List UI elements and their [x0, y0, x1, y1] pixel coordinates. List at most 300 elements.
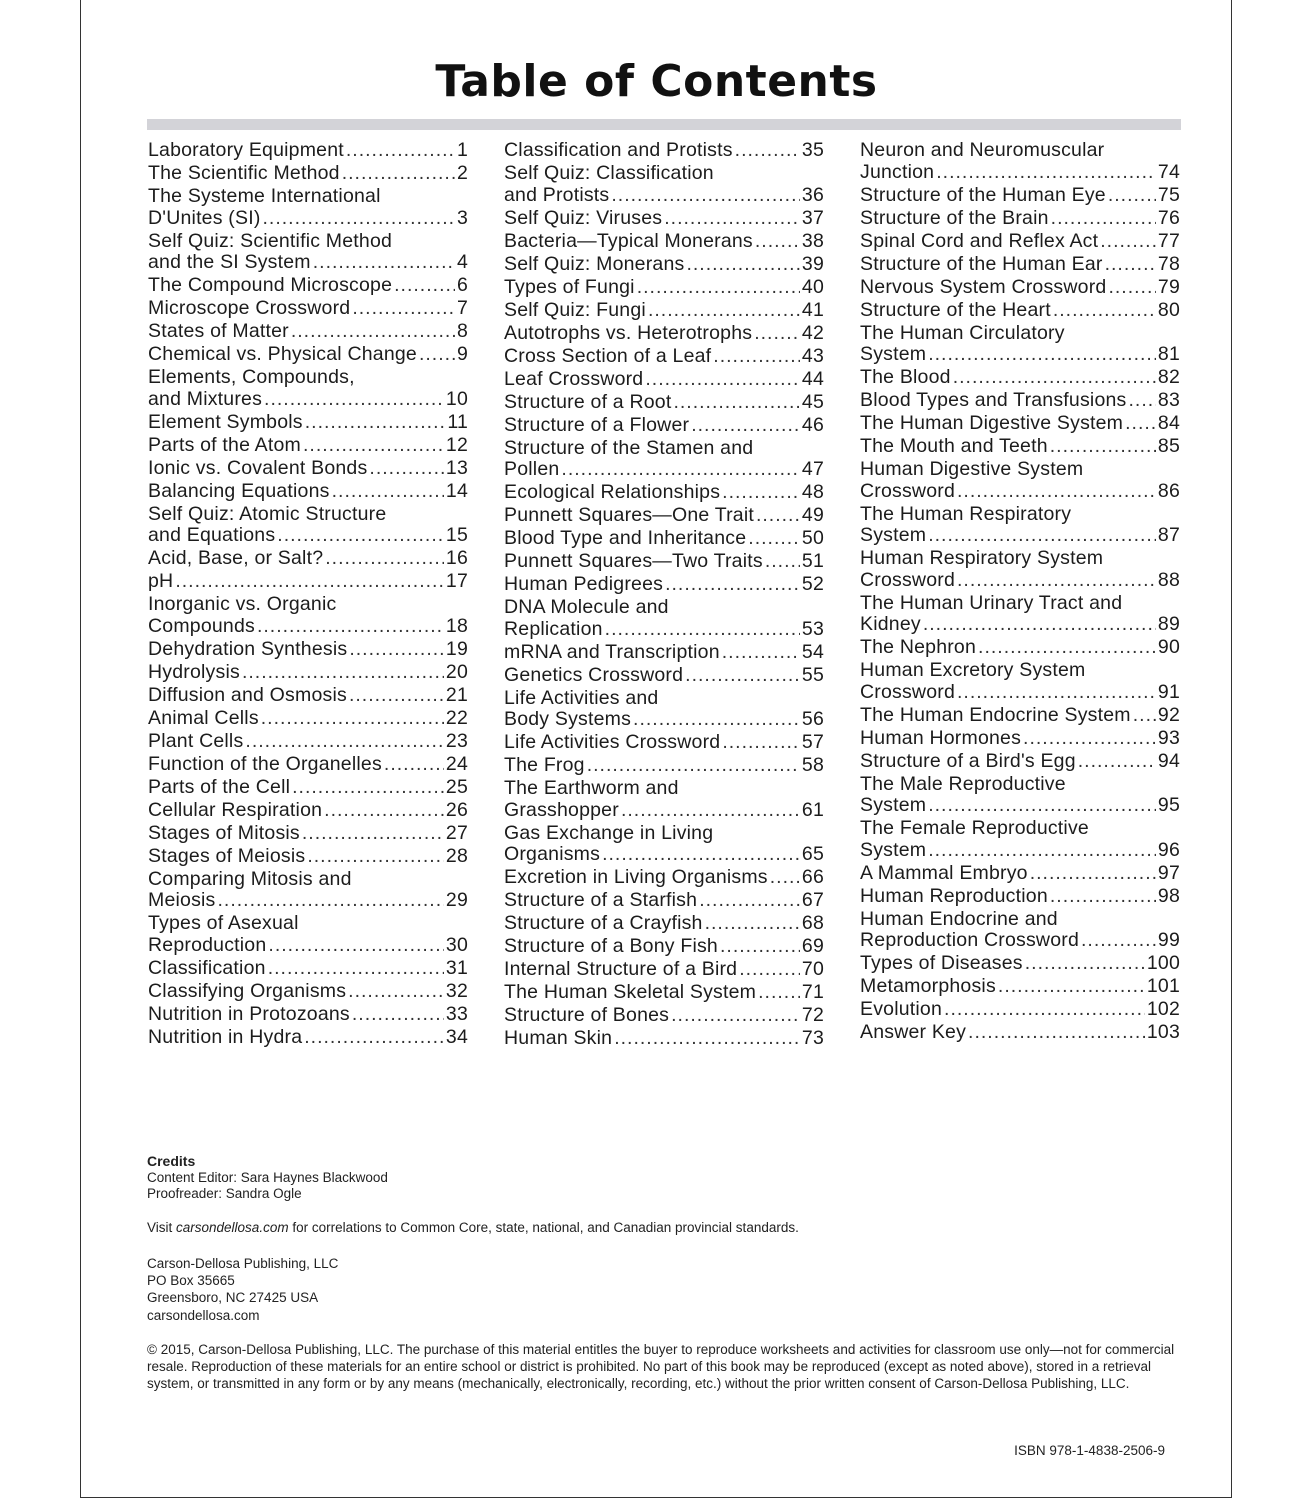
dot-leader: [705, 913, 800, 935]
dot-leader: [419, 344, 455, 366]
toc-entry-line: [860, 840, 1180, 862]
toc-entry-line-wrap: [504, 438, 824, 460]
toc-entry: [148, 481, 468, 503]
toc-entry-title: Blood Types and Transfusions: [860, 389, 1127, 411]
toc-entry-title: Structure of the Stamen and: [504, 436, 754, 459]
dot-leader: [691, 415, 800, 437]
toc-entry: [860, 504, 1180, 547]
toc-entry-title: The Nephron: [860, 636, 977, 658]
toc-entry-title: Parts of the Atom: [148, 433, 301, 456]
toc-entry-title: Structure of a Crayfish: [504, 912, 703, 934]
toc-entry-title: Self Quiz: Fungi: [504, 298, 646, 321]
toc-entry-line: [860, 886, 1180, 908]
toc-entry-line: [860, 614, 1180, 636]
toc-entry-title: Plant Cells: [148, 729, 244, 752]
dot-leader: [325, 548, 444, 570]
toc-page-number: 10: [445, 387, 468, 410]
toc-entry-title: The Frog: [504, 754, 585, 776]
toc-entry-line-wrap: [860, 459, 1180, 481]
toc-entry-title: Cellular Respiration: [148, 798, 323, 821]
toc-entry-line: [860, 277, 1180, 299]
toc-entry-line: [148, 344, 468, 366]
toc-entry: [504, 415, 824, 437]
toc-page-number: 76: [1157, 206, 1180, 229]
toc-page-number: 6: [456, 274, 468, 296]
toc-entry: [148, 846, 468, 868]
toc-entry: [148, 435, 468, 457]
toc-page-number: 25: [445, 775, 468, 798]
toc-entry: [504, 323, 824, 345]
toc-entry-line-wrap: [148, 869, 468, 891]
toc-page-number: 80: [1157, 298, 1180, 321]
toc-entry-line: [148, 458, 468, 480]
dot-leader: [342, 163, 455, 185]
toc-entry-title: Metamorphosis: [860, 975, 996, 997]
toc-entry: [148, 662, 468, 684]
toc-entry-title: The Human Urinary Tract and: [860, 591, 1123, 614]
address-line: Carson-Dellosa Publishing, LLC: [147, 1256, 339, 1271]
toc-entry-line: [504, 459, 824, 481]
toc-entry-line: [148, 754, 468, 776]
standards-note: [147, 1220, 799, 1235]
toc-entry: [504, 597, 824, 640]
toc-page-number: 89: [1157, 613, 1180, 635]
toc-entry-title: Classifying Organisms: [148, 979, 347, 1002]
toc-page-number: 92: [1157, 703, 1180, 726]
toc-entry-line: [860, 930, 1180, 952]
toc-entry-line: [504, 755, 824, 777]
toc-page-number: 91: [1157, 680, 1180, 703]
toc-page-number: 24: [445, 752, 468, 775]
toc-entry: [860, 999, 1180, 1021]
toc-entry-title: Inorganic vs. Organic: [148, 593, 337, 615]
toc-page-number: 69: [801, 935, 824, 957]
credits-heading: Credits: [147, 1153, 196, 1169]
dot-leader: [664, 208, 800, 230]
toc-entry: [504, 438, 824, 481]
toc-entry-line: [148, 1027, 468, 1049]
toc-entry: [148, 186, 468, 229]
toc-entry: [504, 369, 824, 391]
toc-entry: [860, 548, 1180, 591]
dot-leader: [637, 277, 800, 299]
toc-page-number: 67: [801, 889, 824, 911]
toc-entry-title: Kidney: [860, 613, 921, 635]
toc-entry-line: [148, 662, 468, 684]
toc-entry-title: The Compound Microscope: [148, 274, 393, 296]
toc-entry-line: [148, 208, 468, 230]
toc-entry: [504, 732, 824, 754]
toc-entry: [504, 254, 824, 276]
toc-entry-line: [148, 777, 468, 799]
toc-entry-title: and Mixtures: [148, 387, 263, 410]
toc-entry-title: Self Quiz: Atomic Structure: [148, 502, 387, 525]
toc-entry-line: [504, 208, 824, 230]
toc-entry-title: pH: [148, 570, 174, 592]
toc-page-number: 39: [801, 252, 824, 275]
toc-page-number: 41: [801, 298, 824, 321]
toc-entry-line-wrap: [148, 367, 468, 389]
toc-page-number: 45: [801, 390, 824, 413]
toc-entry: [860, 774, 1180, 817]
toc-entry-line-wrap: [504, 688, 824, 710]
title-rule: [147, 119, 1181, 130]
toc-entry-title: Chemical vs. Physical Change: [148, 343, 417, 365]
toc-entry-title: Human Reproduction: [860, 884, 1048, 907]
toc-page-number: 12: [445, 433, 468, 456]
address-line: carsondellosa.com: [147, 1307, 260, 1323]
toc-entry: [504, 665, 824, 687]
dot-leader: [1133, 705, 1156, 727]
toc-entry-line: [504, 300, 824, 322]
toc-entry: [148, 708, 468, 730]
toc-entry-title: Structure of a Bird's Egg: [860, 749, 1076, 772]
toc-page-number: 70: [801, 958, 824, 980]
toc-page-number: 26: [445, 798, 468, 821]
toc-page-number: 38: [801, 229, 824, 252]
publisher-address: [147, 1255, 338, 1324]
toc-entry: [504, 642, 824, 664]
dot-leader: [756, 505, 800, 527]
toc-page-number: 87: [1157, 524, 1180, 546]
toc-entry-line: [860, 390, 1180, 412]
toc-entry-title: Crossword: [860, 479, 955, 502]
dot-leader: [346, 140, 455, 162]
toc-entry-line: [860, 863, 1180, 885]
dot-leader: [739, 959, 800, 981]
toc-entry-title: The Female Reproductive: [860, 817, 1089, 839]
toc-page-number: 74: [1157, 160, 1180, 183]
toc-entry-line: [148, 571, 468, 593]
dot-leader: [268, 958, 444, 980]
toc-entry: [148, 823, 468, 845]
toc-entry: [504, 346, 824, 368]
dot-leader: [957, 481, 1156, 503]
dot-leader: [1023, 728, 1156, 750]
toc-entry-title: Grasshopper: [504, 798, 619, 821]
toc-page-number: 73: [801, 1027, 824, 1049]
toc-entry-title: Comparing Mitosis and: [148, 867, 352, 890]
toc-entry: [504, 913, 824, 935]
toc-entry-title: Genetics Crossword: [504, 663, 684, 686]
toc-entry-line: [148, 708, 468, 730]
toc-entry-line-wrap: [148, 913, 468, 935]
dot-leader: [998, 976, 1145, 998]
toc-entry-line-wrap: [860, 774, 1180, 796]
dot-leader: [686, 254, 799, 276]
toc-entry: [504, 574, 824, 596]
toc-page-number: 8: [456, 320, 468, 342]
toc-entry-title: Human Hormones: [860, 726, 1022, 749]
toc-page-number: 51: [801, 550, 824, 572]
dot-leader: [673, 392, 799, 414]
toc-entry-line: [860, 795, 1180, 817]
toc-entry-line: [148, 1004, 468, 1026]
toc-page-number: 90: [1157, 636, 1180, 658]
dot-leader: [722, 732, 800, 754]
visit-suffix: for correlations to Common Core, state, national, and Canadian provincial standards.: [288, 1220, 799, 1235]
toc-entry-title: Organisms: [504, 843, 601, 865]
toc-entry-line-wrap: [148, 594, 468, 616]
toc-entry: [504, 1005, 824, 1027]
toc-page-number: 27: [445, 821, 468, 844]
toc-entry-title: Ionic vs. Covalent Bonds: [148, 456, 368, 479]
toc-entry-title: Gas Exchange in Living: [504, 821, 714, 844]
toc-entry-title: Life Activities and: [504, 686, 659, 709]
website-link[interactable]: carsondellosa.com: [176, 1220, 289, 1235]
toc-page-number: 22: [445, 706, 468, 729]
toc-entry-line: [504, 505, 824, 527]
toc-entry-line: [504, 732, 824, 754]
toc-entry: [148, 163, 468, 185]
toc-entry-line: [504, 323, 824, 345]
toc-entry-line: [860, 570, 1180, 592]
toc-entry: [504, 140, 824, 162]
toc-entry-line: [504, 982, 824, 1004]
toc-entry-line: [860, 254, 1180, 276]
toc-entry-line: [504, 369, 824, 391]
toc-entry-title: Autotrophs vs. Heterotrophs: [504, 321, 753, 344]
toc-entry-title: The Human Endocrine System: [860, 703, 1131, 726]
toc-page-number: 57: [801, 731, 824, 753]
toc-page-number: 35: [801, 139, 824, 161]
toc-entry-line: [148, 685, 468, 707]
toc-page-number: 53: [801, 617, 824, 640]
toc-entry-line: [504, 709, 824, 731]
toc-entry-line: [148, 846, 468, 868]
toc-entry-title: Human Digestive System: [860, 458, 1084, 480]
dot-leader: [978, 637, 1156, 659]
toc-entry-line: [504, 574, 824, 596]
toc-entry-title: Nutrition in Protozoans: [148, 1002, 350, 1025]
dot-leader: [614, 1028, 800, 1050]
toc-page-number: 101: [1146, 975, 1180, 997]
toc-entry: [860, 254, 1180, 276]
toc-entry-line-wrap: [504, 778, 824, 800]
visit-prefix: Visit: [147, 1220, 177, 1235]
toc-entry-title: Cross Section of a Leaf: [504, 344, 712, 367]
toc-entry: [148, 344, 468, 366]
toc-entry-title: The Human Circulatory: [860, 321, 1065, 344]
toc-entry-line: [504, 231, 824, 253]
dot-leader: [257, 616, 444, 638]
toc-entry-title: Spinal Cord and Reflex Act: [860, 229, 1099, 252]
toc-entry-title: DNA Molecule and: [504, 596, 669, 618]
toc-entry: [860, 1022, 1180, 1044]
toc-entry-line: [860, 162, 1180, 184]
toc-entry-line: [148, 981, 468, 1003]
toc-entry-line: [860, 751, 1180, 773]
dot-leader: [923, 614, 1156, 636]
toc-entry: [504, 890, 824, 912]
dot-leader: [621, 800, 800, 822]
dot-leader: [671, 1005, 800, 1027]
toc-entry-title: Nutrition in Hydra: [148, 1025, 303, 1048]
toc-page-number: 71: [801, 981, 824, 1003]
toc-entry-title: Balancing Equations: [148, 479, 330, 502]
dot-leader: [264, 389, 444, 411]
toc-entry-line: [148, 252, 468, 274]
toc-entry-line-wrap: [860, 323, 1180, 345]
toc-entry-title: Classification and Protists: [504, 139, 733, 161]
toc-entry-title: Structure of a Flower: [504, 413, 690, 436]
isbn: ISBN 978-1-4838-2506-9: [1014, 1443, 1165, 1458]
toc-entry-title: Microscope Crossword: [148, 297, 351, 319]
toc-entry-line: [148, 548, 468, 570]
toc-entry-title: Blood Type and Inheritance: [504, 527, 747, 549]
toc-entry-title: Junction: [860, 160, 935, 183]
toc-page-number: 93: [1157, 726, 1180, 749]
toc-entry-line: [504, 844, 824, 866]
dot-leader: [348, 981, 444, 1003]
toc-page-number: 7: [456, 297, 468, 319]
toc-entry-line: [504, 346, 824, 368]
toc-page-number: 14: [445, 479, 468, 502]
dot-leader: [699, 890, 800, 912]
credits: [147, 1153, 388, 1203]
toc-page-number: 16: [445, 547, 468, 569]
toc-entry-line: [860, 481, 1180, 503]
toc-entry: [860, 751, 1180, 773]
toc-entry: [504, 528, 824, 550]
toc-entry-line-wrap: [860, 818, 1180, 840]
toc-entry: [504, 551, 824, 573]
toc-entry-title: Parts of the Cell: [148, 775, 291, 798]
toc-entry: [860, 705, 1180, 727]
dot-leader: [303, 435, 444, 457]
toc-entry-title: Human Endocrine and: [860, 907, 1058, 930]
toc-entry: [148, 913, 468, 956]
credits-proofreader: Proofreader: Sandra Ogle: [147, 1186, 302, 1201]
toc-page-number: 17: [445, 570, 468, 592]
dot-leader: [1078, 751, 1156, 773]
toc-entry-line: [148, 958, 468, 980]
dot-leader: [928, 525, 1156, 547]
dot-leader: [928, 795, 1156, 817]
toc-page-number: 85: [1157, 435, 1180, 457]
dot-leader: [645, 369, 800, 391]
dot-leader: [304, 1027, 444, 1049]
toc-entry-line: [148, 412, 468, 434]
toc-page-number: 34: [445, 1025, 468, 1048]
toc-entry-line: [148, 639, 468, 661]
toc-entry-line: [504, 642, 824, 664]
toc-entry-title: Human Respiratory System: [860, 547, 1104, 569]
toc-entry-line-wrap: [148, 186, 468, 208]
toc-entry-title: Body Systems: [504, 708, 632, 730]
toc-page-number: 56: [801, 708, 824, 730]
toc-page-number: 100: [1146, 952, 1180, 974]
dot-leader: [748, 528, 800, 550]
toc-entry-title: Elements, Compounds,: [148, 366, 355, 388]
toc-entry-title: Life Activities Crossword: [504, 731, 721, 753]
toc-entry-title: Punnett Squares—Two Traits: [504, 550, 763, 572]
toc-entry: [148, 685, 468, 707]
toc-entry-title: System: [860, 794, 927, 816]
toc-page-number: 3: [456, 206, 468, 229]
toc-page-number: 30: [445, 933, 468, 956]
toc-entry-title: Answer Key: [860, 1021, 967, 1043]
toc-entry: [504, 277, 824, 299]
toc-entry-title: System: [860, 524, 927, 546]
toc-page-number: 79: [1157, 275, 1180, 298]
toc-entry-line: [860, 367, 1180, 389]
toc-entry: [860, 300, 1180, 322]
toc-entry: [860, 231, 1180, 253]
toc-entry-line: [860, 976, 1180, 998]
toc-entry-line: [148, 890, 468, 912]
toc-entry: [504, 982, 824, 1004]
toc-page-number: 94: [1157, 749, 1180, 772]
dot-leader: [928, 344, 1156, 366]
toc-entry: [504, 231, 824, 253]
toc-entry-line: [860, 999, 1180, 1021]
toc-page-number: 88: [1157, 568, 1180, 591]
toc-entry-title: Laboratory Equipment: [148, 139, 344, 161]
dot-leader: [1030, 863, 1156, 885]
toc-entry-title: Human Excretory System: [860, 659, 1086, 681]
toc-entry: [148, 140, 468, 162]
toc-entry-title: System: [860, 343, 927, 365]
toc-page-number: 50: [801, 527, 824, 549]
toc-entry-line: [148, 935, 468, 957]
toc-entry-line: [148, 140, 468, 162]
toc-entry-title: The Male Reproductive: [860, 772, 1066, 795]
dot-leader: [944, 999, 1145, 1021]
toc-entry: [148, 548, 468, 570]
dot-leader: [384, 754, 444, 776]
toc-entry-line-wrap: [860, 504, 1180, 526]
toc-page-number: 99: [1157, 929, 1180, 951]
toc-entry-line: [504, 185, 824, 207]
toc-page-number: 32: [445, 979, 468, 1002]
toc-entry-line: [148, 275, 468, 297]
toc-entry-title: The Human Respiratory: [860, 502, 1072, 525]
toc-entry-title: and Protists: [504, 183, 610, 206]
dot-leader: [352, 298, 455, 320]
toc-entry-line: [148, 321, 468, 343]
toc-entry-line: [504, 913, 824, 935]
toc-entry-title: Bacteria—Typical Monerans: [504, 229, 753, 252]
toc-page-number: 37: [801, 206, 824, 229]
toc-entry-line: [860, 1022, 1180, 1044]
dot-leader: [765, 551, 800, 573]
toc-entry-line: [148, 823, 468, 845]
toc-entry-line: [860, 682, 1180, 704]
dot-leader: [1129, 390, 1156, 412]
toc-entry-line: [504, 551, 824, 573]
dot-leader: [394, 275, 455, 297]
toc-page-number: 66: [801, 866, 824, 888]
toc-page-number: 31: [445, 956, 468, 979]
toc-column-1: [148, 140, 468, 1050]
toc-entry-title: and Equations: [148, 524, 276, 546]
dot-leader: [332, 481, 444, 503]
toc-entry-title: mRNA and Transcription: [504, 640, 720, 663]
toc-entry-title: Structure of a Starfish: [504, 889, 698, 911]
toc-entry-line-wrap: [504, 823, 824, 845]
toc-entry-line: [148, 435, 468, 457]
toc-entry: [504, 300, 824, 322]
toc-entry: [148, 1027, 468, 1049]
toc-entry-line: [504, 482, 824, 504]
toc-page-number: 29: [445, 889, 468, 911]
toc-entry-line: [860, 637, 1180, 659]
toc-entry: [860, 277, 1180, 299]
dot-leader: [324, 800, 444, 822]
dot-leader: [770, 867, 800, 889]
toc-entry-line: [504, 867, 824, 889]
